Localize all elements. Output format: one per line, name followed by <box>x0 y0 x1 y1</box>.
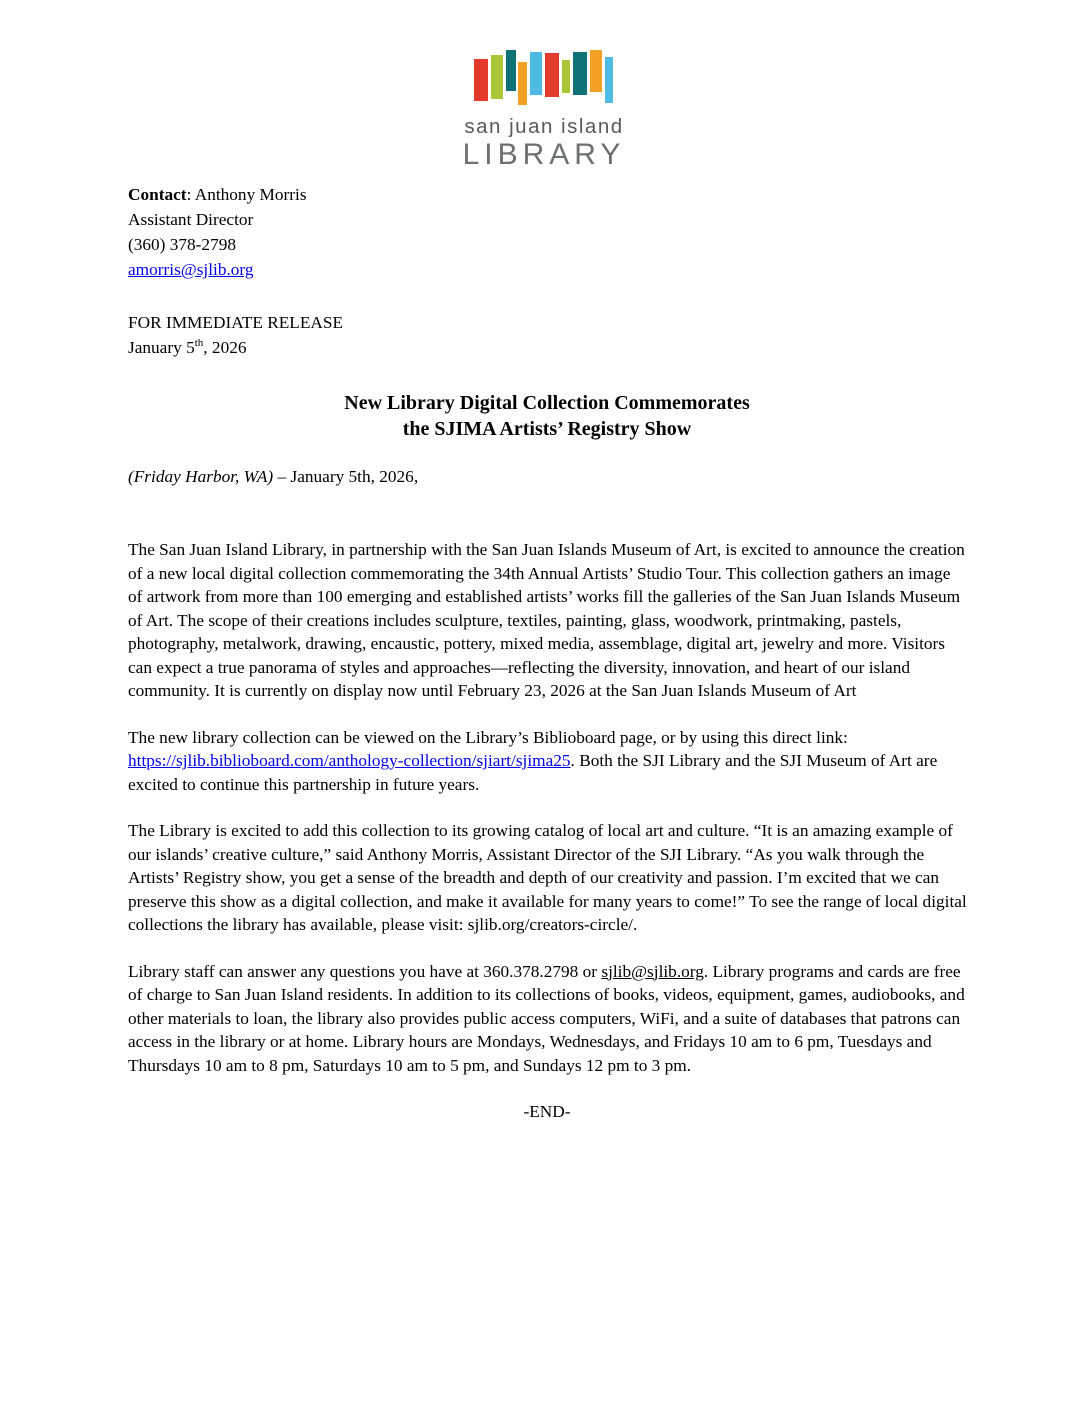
logo-book-bar <box>545 53 559 97</box>
release-date-main: January 5 <box>128 338 195 357</box>
logo-library-text: LIBRARY <box>462 138 626 171</box>
logo-book-bar <box>573 52 587 95</box>
paragraph-2 <box>128 726 968 797</box>
paragraph-4-post: . Library programs and cards are free of charge to San Juan Island residents. In addition to its collections of books, videos, equipment, games, audiobooks, and other materials to loan, the library also provides public access computers, WiFi, and a suite of databases that patrons can access in the library or at home. Library hours are Mondays, Wednesdays, and Fridays 10 am to 6 pm, Tuesdays and Thursdays 10 am to 8 pm, Saturdays 10 am to 5 pm, and Sundays 12 pm to 3 pm. <box>128 961 965 1075</box>
release-date-ordinal: th <box>194 337 204 350</box>
contact-line <box>128 182 966 207</box>
library-logo <box>0 0 1088 172</box>
paragraph-2-post: . Both the SJI Library and the SJI Museum of Art are excited to continue this partnership in future years. <box>128 751 938 794</box>
release-block <box>128 310 966 360</box>
end-marker: -END- <box>523 1102 571 1121</box>
paragraph-1: The San Juan Island Library, in partnership with the San Juan Islands Museum of Art, is excited to announce the creation of a new local digital collection commemorating the 34th Annual Artists’ Studio Tour. This collection gathers an image of artwork from more than 100 emerging and established artists’ works fill the galleries of the San Juan Islands Museum of Art. The scope of their creations includes sculpture, textiles, painting, glass, woodwork, printmaking, pastels, photography, metalwork, drawing, encaustic, pottery, mixed media, assemblage, digital art, jewelry and more. Visitors can expect a true panorama of styles and approaches—reflecting the diversity, innovation, and heart of our island community. It is currently on display now until February 23, 2026 at the San Juan Islands Museum of Art <box>128 540 965 700</box>
paragraph-2-pre: The new library collection can be viewed on the Library’s Biblioboard page, or by using this direct link: <box>128 727 848 747</box>
headline-line2: the SJIMA Artists’ Registry Show <box>402 418 692 440</box>
paragraph-4 <box>128 960 968 1078</box>
logo-book-bar <box>530 52 542 95</box>
logo-book-bar <box>605 57 613 103</box>
release-date <box>128 335 966 360</box>
for-immediate-release: FOR IMMEDIATE RELEASE <box>128 313 344 332</box>
contact-email-line <box>128 257 966 282</box>
dateline-date: – January 5th, 2026, <box>273 467 419 486</box>
dateline-location: (Friday Harbor, WA) <box>128 467 274 486</box>
dateline <box>128 465 966 489</box>
headline <box>128 390 966 442</box>
paragraph-4-pre: Library staff can answer any questions you have at 360.378.2798 or <box>128 961 602 981</box>
logo-book-bar <box>518 62 527 105</box>
headline-line1: New Library Digital Collection Commemorates <box>344 392 750 414</box>
biblioboard-collection-link[interactable]: https://sjlib.biblioboard.com/anthology-collection/sjiart/sjima25 <box>128 751 571 770</box>
release-date-year: , 2026 <box>203 338 247 357</box>
contact-phone: (360) 378-2798 <box>128 235 236 254</box>
logo-name-text: san juan island <box>464 115 624 138</box>
contact-title: Assistant Director <box>128 210 254 229</box>
logo-book-bar <box>506 50 516 91</box>
logo-book-bar <box>491 55 503 99</box>
document-body <box>0 182 1088 1124</box>
logo-book-bar <box>474 59 488 101</box>
contact-name: : Anthony Morris <box>186 185 307 204</box>
logo-book-bar <box>590 50 602 92</box>
paragraph-3: The Library is excited to add this collection to its growing catalog of local art and culture. “It is an amazing example of our islands’ creative culture,” said Anthony Morris, Assistant Director of the SJI Library. “As you walk through the Artists’ Registry show, you get a sense of the breadth and depth of our creativity and passion. I’m excited that we can preserve this show as a digital collection, and make it available for many years to come!” To see the range of local digital collections the library has available, please visit: sjlib.org/creators-circle/. <box>128 821 967 934</box>
logo-book-bar <box>562 60 570 93</box>
library-email-link[interactable]: sjlib@sjlib.org <box>601 961 704 981</box>
contact-block <box>128 182 966 282</box>
contact-label: Contact <box>128 185 187 204</box>
library-logo-books-icon <box>474 50 614 112</box>
contact-email-link[interactable]: amorris@sjlib.org <box>128 260 254 279</box>
